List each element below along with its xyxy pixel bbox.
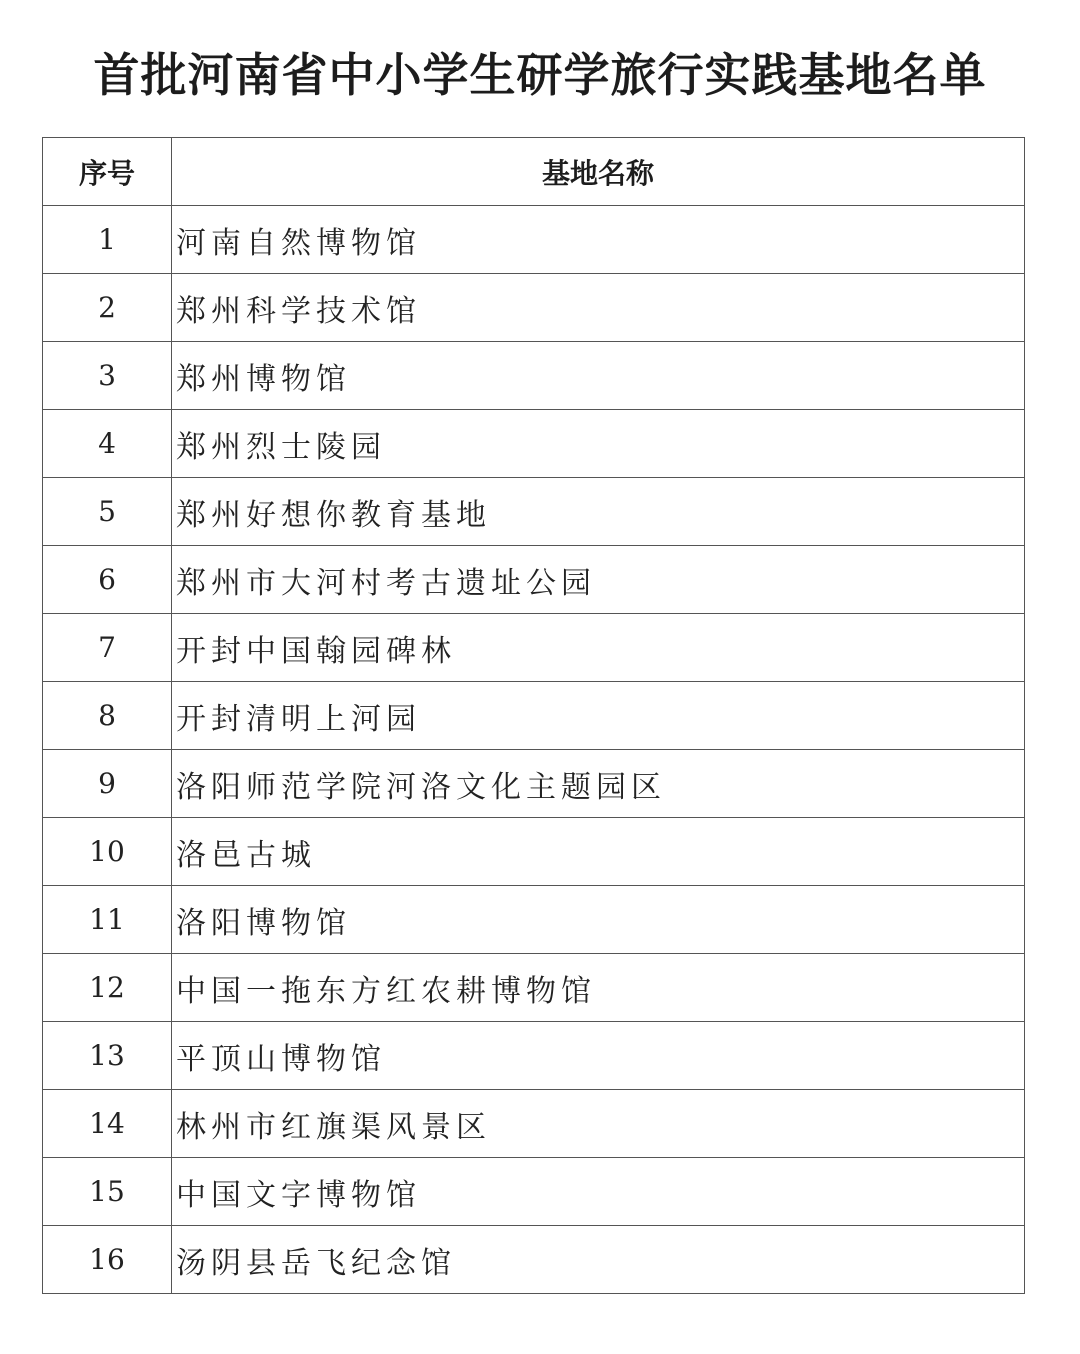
base-list-table bbox=[42, 137, 1025, 1294]
row-index: 6 bbox=[43, 546, 172, 614]
table-row bbox=[43, 682, 1025, 750]
row-name: 林州市红旗渠风景区 bbox=[172, 1090, 1025, 1158]
row-name: 开封清明上河园 bbox=[172, 682, 1025, 750]
row-name: 中国文字博物馆 bbox=[172, 1158, 1025, 1226]
row-index: 15 bbox=[43, 1158, 172, 1226]
row-name: 洛邑古城 bbox=[172, 818, 1025, 886]
table-row bbox=[43, 750, 1025, 818]
row-index: 11 bbox=[43, 886, 172, 954]
table-row bbox=[43, 410, 1025, 478]
table-row bbox=[43, 1158, 1025, 1226]
table-row bbox=[43, 274, 1025, 342]
row-index: 3 bbox=[43, 342, 172, 410]
row-name: 郑州科学技术馆 bbox=[172, 274, 1025, 342]
table-row bbox=[43, 954, 1025, 1022]
row-name: 汤阴县岳飞纪念馆 bbox=[172, 1226, 1025, 1294]
table-row bbox=[43, 342, 1025, 410]
row-index: 4 bbox=[43, 410, 172, 478]
row-name: 郑州好想你教育基地 bbox=[172, 478, 1025, 546]
table-row bbox=[43, 1226, 1025, 1294]
row-name: 河南自然博物馆 bbox=[172, 206, 1025, 274]
row-index: 1 bbox=[43, 206, 172, 274]
row-index: 9 bbox=[43, 750, 172, 818]
table-row bbox=[43, 1022, 1025, 1090]
row-name: 郑州市大河村考古遗址公园 bbox=[172, 546, 1025, 614]
header-name: 基地名称 bbox=[172, 138, 1025, 206]
row-name: 洛阳师范学院河洛文化主题园区 bbox=[172, 750, 1025, 818]
table-row bbox=[43, 478, 1025, 546]
row-index: 10 bbox=[43, 818, 172, 886]
page-title: 首批河南省中小学生研学旅行实践基地名单 bbox=[93, 48, 987, 102]
table-row bbox=[43, 206, 1025, 274]
table-header-row bbox=[43, 138, 1025, 206]
row-index: 14 bbox=[43, 1090, 172, 1158]
row-name: 中国一拖东方红农耕博物馆 bbox=[172, 954, 1025, 1022]
table-row bbox=[43, 614, 1025, 682]
row-name: 平顶山博物馆 bbox=[172, 1022, 1025, 1090]
table-row bbox=[43, 886, 1025, 954]
row-name: 郑州博物馆 bbox=[172, 342, 1025, 410]
header-index: 序号 bbox=[43, 138, 172, 206]
row-index: 8 bbox=[43, 682, 172, 750]
row-index: 13 bbox=[43, 1022, 172, 1090]
row-name: 洛阳博物馆 bbox=[172, 886, 1025, 954]
row-index: 7 bbox=[43, 614, 172, 682]
row-name: 开封中国翰园碑林 bbox=[172, 614, 1025, 682]
row-index: 12 bbox=[43, 954, 172, 1022]
table-row bbox=[43, 546, 1025, 614]
row-index: 5 bbox=[43, 478, 172, 546]
row-index: 16 bbox=[43, 1226, 172, 1294]
row-name: 郑州烈士陵园 bbox=[172, 410, 1025, 478]
row-index: 2 bbox=[43, 274, 172, 342]
table-row bbox=[43, 1090, 1025, 1158]
table-row bbox=[43, 818, 1025, 886]
